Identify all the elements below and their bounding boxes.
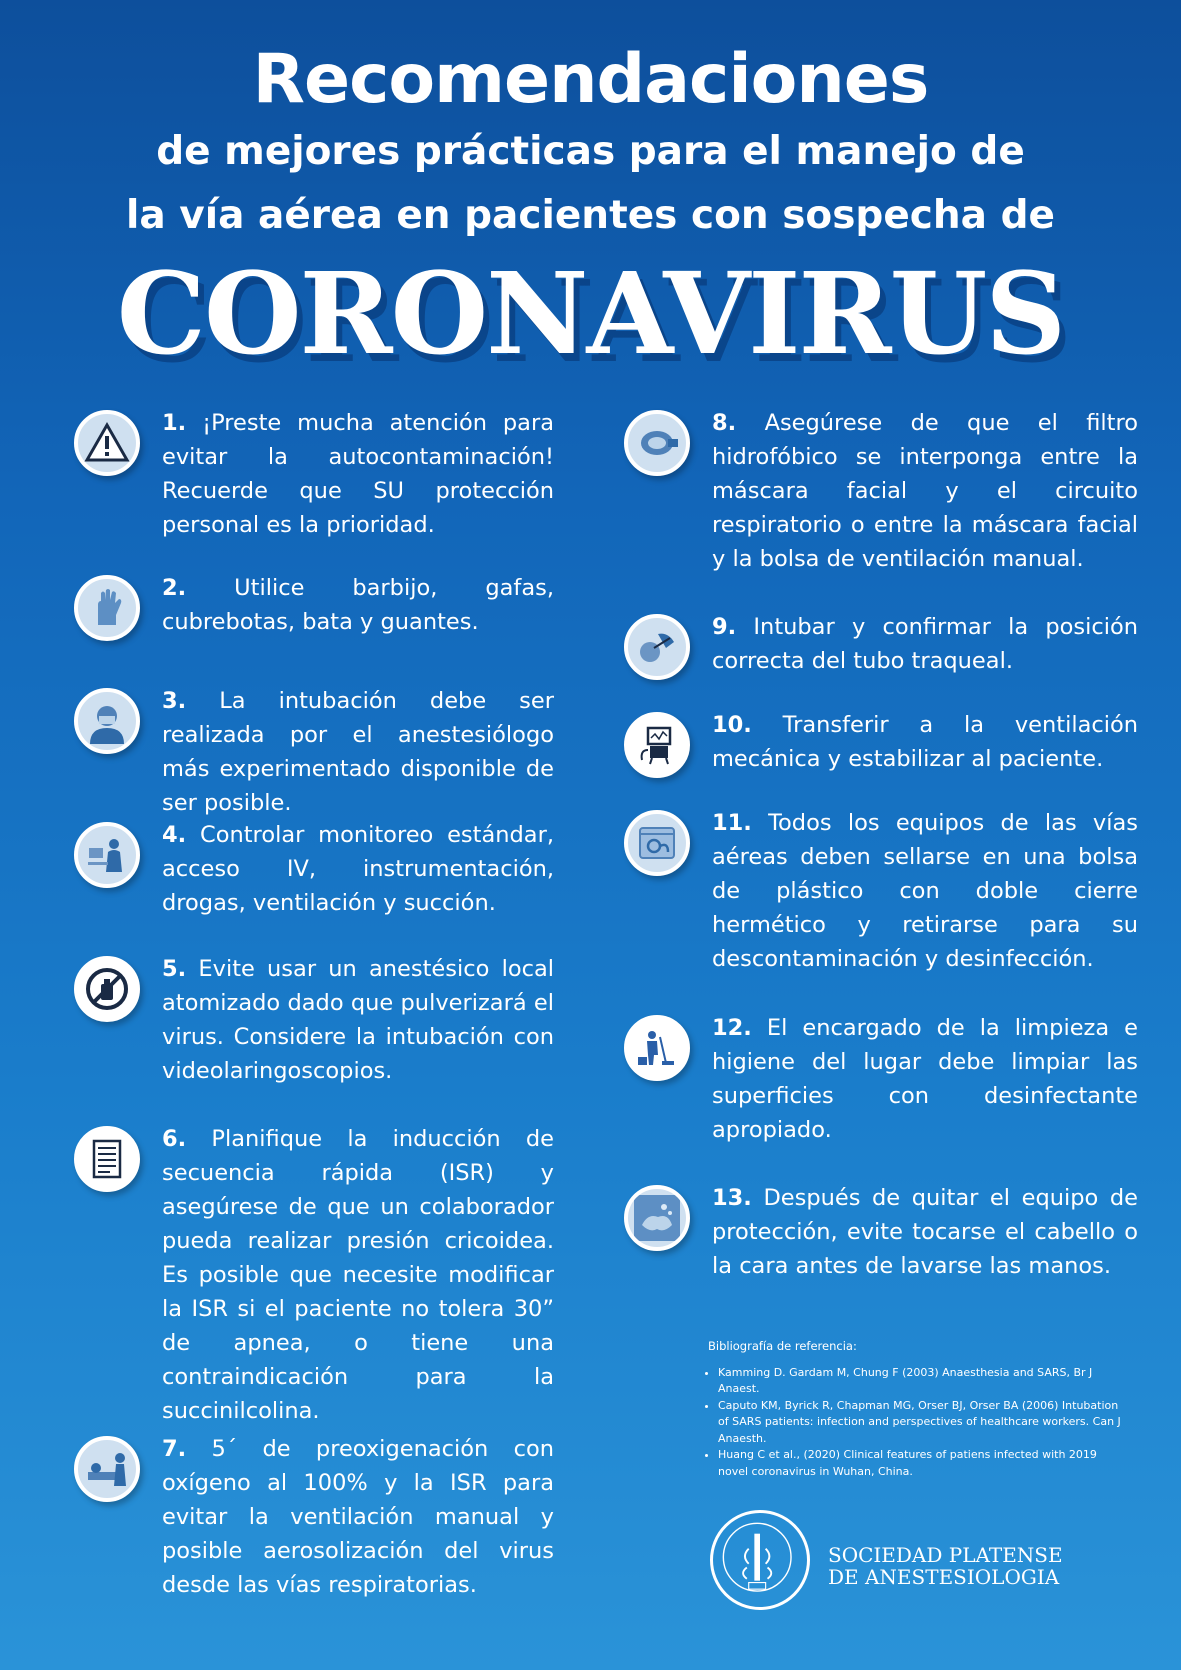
item-text: Evite usar un anestésico local atomizado dado que pulverizará el virus. Considere la intubación con videolaringoscopios.	[162, 956, 554, 1084]
org-line-2: DE ANESTESIOLOGIA	[828, 1565, 1060, 1589]
item-text: ¡Preste mucha atención para evitar la autocontaminación! Recuerde que SU protección personal es la prioridad.	[162, 410, 554, 538]
warning-icon	[74, 410, 140, 476]
item-text: Planifique la inducción de secuencia rápida (ISR) y asegúrese de que un colaborador pueda realizar presión cricoidea. Es posible que necesite modificar la ISR si el paciente no tolera 30” de apnea, o tiene una contraindicación para la succinilcolina.	[162, 1126, 554, 1424]
sealed-bag-icon	[624, 810, 690, 876]
item-number: 5.	[162, 956, 187, 982]
item-number: 13.	[712, 1185, 752, 1211]
bibliography-title: Bibliografía de referencia:	[708, 1339, 857, 1353]
wash-hands-icon	[624, 1185, 690, 1251]
subtitle-line-1: de mejores prácticas para el manejo de	[156, 129, 1025, 174]
subtitle-line-2: la vía aérea en pacientes con sospecha de	[126, 193, 1055, 238]
item-number: 9.	[712, 614, 737, 640]
item-text: El encargado de la limpieza e higiene del lugar debe limpiar las superficies con desinfectante apropiado.	[712, 1015, 1138, 1143]
item-text: La intubación debe ser realizada por el anestesiólogo más experimentado disponible de ser posible.	[162, 688, 554, 816]
item-number: 3.	[162, 688, 187, 714]
item-text: Después de quitar el equipo de protección, evite tocarse el cabello o la cara antes de lavarse las manos.	[712, 1185, 1138, 1279]
main-title: CORONAVIRUS	[116, 249, 1065, 380]
intubation-icon	[624, 614, 690, 680]
item-text: Intubar y confirmar la posición correcta del tubo traqueal.	[712, 614, 1138, 674]
item-text: Controlar monitoreo estándar, acceso IV, instrumentación, drogas, ventilación y succión.	[162, 822, 555, 916]
org-line-1: SOCIEDAD PLATENSE	[828, 1543, 1063, 1567]
bibliography	[708, 1338, 1128, 1480]
oxygen-icon	[74, 1436, 140, 1502]
item-number: 4.	[162, 822, 187, 848]
item-number: 11.	[712, 810, 752, 836]
item-text: Transferir a la ventilación mecánica y estabilizar al paciente.	[712, 712, 1139, 772]
item-number: 10.	[712, 712, 752, 738]
monitor-icon	[74, 822, 140, 888]
checklist-icon	[74, 1126, 140, 1192]
glove-icon	[74, 575, 140, 641]
doctor-icon	[74, 688, 140, 754]
item-text: Asegúrese de que el filtro hidrofóbico se interponga entre la máscara facial y el circuito respiratorio o entre la máscara facial y la bolsa de ventilación manual.	[712, 410, 1138, 572]
society-seal-logo	[710, 1510, 810, 1610]
item-number: 8.	[712, 410, 737, 436]
title: Recomendaciones	[252, 40, 929, 119]
item-text: Utilice barbijo, gafas, cubrebotas, bata y guantes.	[162, 575, 554, 635]
header	[0, 40, 1181, 380]
item-number: 1.	[162, 410, 187, 436]
reference-item: • Kamming D. Gardam M, Chung F (2003) Anaesthesia and SARS, Br J Anaest.	[718, 1365, 1128, 1398]
item-number: 6.	[162, 1126, 187, 1152]
item-number: 12.	[712, 1015, 752, 1041]
item-number: 7.	[162, 1436, 187, 1462]
filter-icon	[624, 410, 690, 476]
ventilator-icon	[624, 712, 690, 778]
item-number: 2.	[162, 575, 187, 601]
reference-item: • Huang C et al., (2020) Clinical features of patiens infected with 2019 novel coronavirus in Wuhan, China.	[718, 1447, 1128, 1480]
item-text: Todos los equipos de las vías aéreas deben sellarse en una bolsa de plástico con doble cierre hermético y retirarse para su descontaminación y desinfección.	[712, 810, 1138, 972]
reference-item: • Caputo KM, Byrick R, Chapman MG, Orser BJ, Orser BA (2006) Intubation of SARS patients: infection and perspectives of healthcare workers. Can J Anaesth.	[718, 1398, 1128, 1448]
cleaning-icon	[624, 1015, 690, 1081]
organization-name	[828, 1544, 1063, 1588]
no-spray-icon	[74, 956, 140, 1022]
item-text: 5´ de preoxigenación con oxígeno al 100% y la ISR para evitar la ventilación manual y posible aerosolización del virus desde las vías respiratorias.	[162, 1436, 554, 1598]
